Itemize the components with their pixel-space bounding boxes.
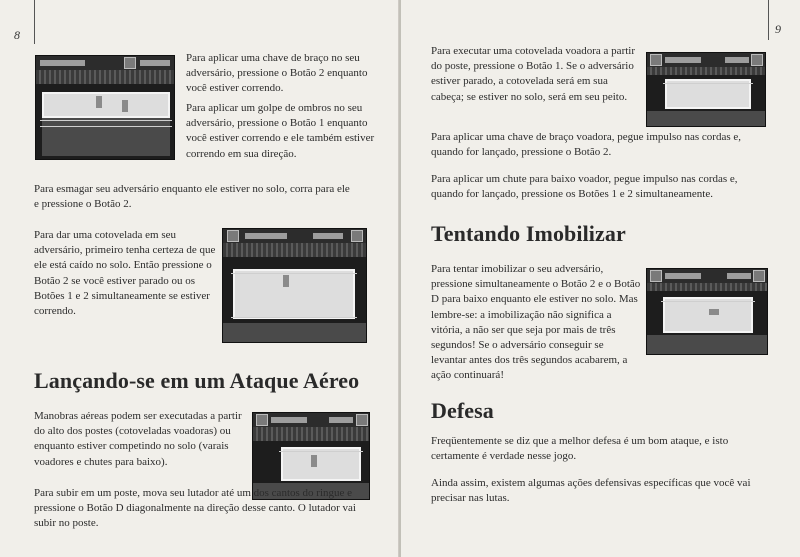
page-number-left: 8 xyxy=(14,28,20,42)
paragraph-defense: Freqüentemente se diz que a melhor defesa é um bom ataque, e isto certamente é verdade nesse jogo. xyxy=(431,435,729,463)
heading-pin: Tentando Imobilizar xyxy=(431,221,626,246)
screenshot-elbow xyxy=(222,228,367,343)
heading-aerial-attack: Lançando-se em um Ataque Aéreo xyxy=(34,368,360,393)
paragraph-arm-lock: Para aplicar uma chave de braço no seu adversário, pressione o Botão 2 enquanto você estiver correndo. xyxy=(186,52,368,95)
page-number-right: 9 xyxy=(775,22,781,36)
paragraph-defense-2: Ainda assim, existem algumas ações defensivas específicas que você vai precisar nas lutas. xyxy=(431,477,751,505)
paragraph-flying-arm-lock: Para aplicar uma chave de braço voadora, pegue impulso nas cordas e, quando for lançado, pressione o Botão 2. xyxy=(431,131,742,159)
screenshot-flying-elbow xyxy=(646,52,766,127)
paragraph-smash: Para esmagar seu adversário enquanto ele estiver no solo, corra para ele e pressione o Botão 2. xyxy=(34,183,350,211)
paragraph-elbow: Para dar uma cotovelada em seu adversário, primeiro tenha certeza de que ele está caído no solo. Então pressione o Botão 2 se você estiver parado ou os Botões 1 e 2 simultaneamente se estiver correndo. xyxy=(34,229,216,318)
screenshot-pin xyxy=(646,268,768,355)
paragraph-dropkick: Para aplicar um chute para baixo voador, pegue impulso nas cordas e, quando for lançado, pressione os Botões 1 e 2 simultaneamente. xyxy=(431,173,738,201)
right-page xyxy=(401,0,800,557)
paragraph-aerial: Manobras aéreas podem ser executadas a partir do alto dos postes (cotoveladas voadoras) ou enquanto estiver competindo no solo (varais voadores e chutes para baixo). xyxy=(34,410,242,468)
heading-defense: Defesa xyxy=(431,398,494,423)
page-rule xyxy=(768,0,769,40)
screenshot-arm-lock xyxy=(35,55,175,160)
paragraph-flying-elbow: Para executar uma cotovelada voadora a partir do poste, pressione o Botão 1. Se o adversário estiver parado, a cotovelada será em sua cabeça; se estiver no solo, será em seu peito. xyxy=(431,45,636,103)
page-rule xyxy=(34,0,35,44)
paragraph-climb: Para subir em um poste, mova seu lutador até um dos cantos do ringue e pressione o Botão D diagonalmente na direção desse canto. O lutador vai subir no poste. xyxy=(34,487,356,530)
left-page xyxy=(0,0,399,557)
paragraph-pin: Para tentar imobilizar o seu adversário, pressione simultaneamente o Botão 2 e o Botão D para baixo enquanto ele estiver no solo. Mas lembre-se: a imobilização não significa a vitória, a não ser que seja por mais de três segundos! Se o adversário conseguir se levantar antes dos três segundos acabarem, a ação continuará! xyxy=(431,263,641,382)
paragraph-shoulder: Para aplicar um golpe de ombros no seu adversário, pressione o Botão 1 enquanto você estiver correndo e ele também estiver correndo em sua direção. xyxy=(186,102,375,160)
